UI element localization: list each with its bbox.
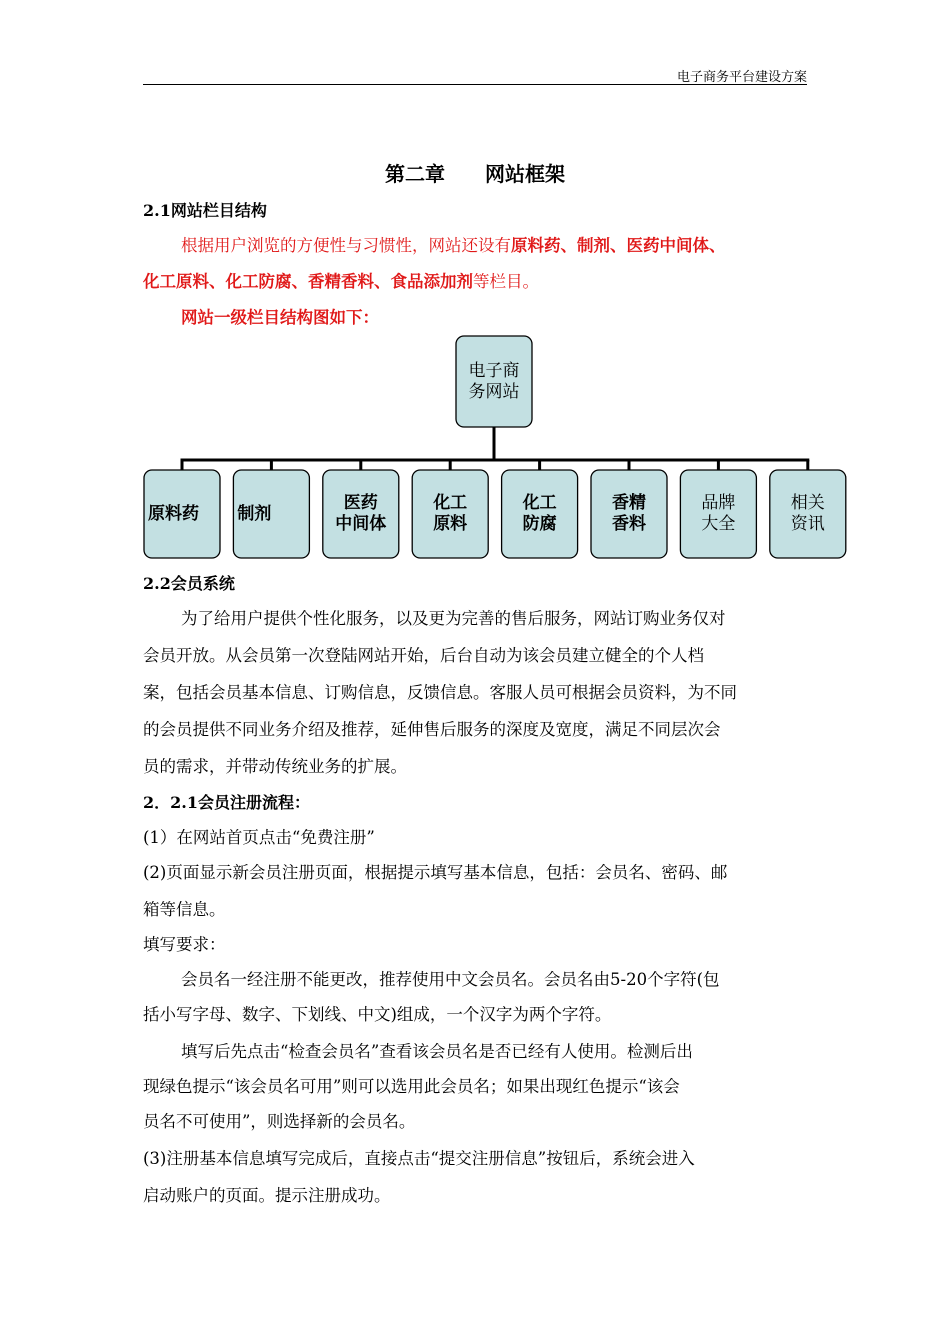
section-2-2-line-1: 为了给用户提供个性化服务，以及更为完善的售后服务，网站订购业务仅对 xyxy=(181,609,726,628)
child-box-label-5-line-1: 化工 xyxy=(522,493,557,513)
child-box-label-8 xyxy=(770,470,846,558)
child-box-label-8-line-2: 资讯 xyxy=(790,514,825,534)
child-box-label-6-text xyxy=(612,493,646,535)
child-box-label-7-text xyxy=(701,493,735,535)
child-box-label-2-text xyxy=(237,504,271,525)
child-box-label-7 xyxy=(680,470,756,558)
section-2-2-line-4: 的会员提供不同业务介绍及推荐，延伸售后服务的深度及宽度，满足不同层次会 xyxy=(143,720,721,739)
child-box-label-5 xyxy=(502,470,578,558)
section-2-2-line-2: 会员开放。从会员第一次登陆网站开始，后台自动为该会员建立健全的个人档 xyxy=(143,646,704,665)
section-2-1-heading: 2.1网站栏目结构 xyxy=(143,201,267,220)
para-text: 根据用户浏览的方便性与习惯性，网站还设有 xyxy=(181,236,511,255)
req-2-line-2: 现绿色提示“该会员名可用”则可以选用此会员名；如果出现红色提示“该会 xyxy=(143,1077,680,1096)
child-box-label-5-line-2: 防腐 xyxy=(522,514,557,534)
root-box-label-text xyxy=(469,361,520,403)
root-box-label-line-1: 电子商 xyxy=(468,360,520,381)
child-box-label-1-line-1: 原料药 xyxy=(148,503,199,524)
child-box-label-4-line-2: 原料 xyxy=(433,514,468,534)
child-box-label-4 xyxy=(412,470,488,558)
req-2-line-1: 填写后先点击“检查会员名”查看该会员名是否已经有人使用。检测后出 xyxy=(181,1042,693,1061)
child-box-label-1-text xyxy=(148,504,199,525)
req-2-line-3: 员名不可使用”，则选择新的会员名。 xyxy=(143,1112,416,1131)
diagram-caption: 网站一级栏目结构图如下： xyxy=(181,308,379,327)
requirements-label: 填写要求： xyxy=(143,935,226,954)
child-box-label-7-line-1: 品牌 xyxy=(701,493,736,513)
para-bold-text: 化工原料、化工防腐、香精香料、食品添加剂 xyxy=(143,272,473,291)
section-2-2-line-3: 案，包括会员基本信息、订购信息，反馈信息。客服人员可根据会员资料，为不同 xyxy=(143,683,737,702)
step-2-line-2: 箱等信息。 xyxy=(143,900,226,919)
step-2-line-1: (2)页面显示新会员注册页面，根据提示填写基本信息，包括：会员名、密码、邮 xyxy=(143,863,728,882)
child-box-label-6-line-2: 香料 xyxy=(612,514,646,534)
child-box-label-6-line-1: 香精 xyxy=(612,493,646,513)
child-box-label-3-line-1: 医药 xyxy=(343,493,378,513)
child-box-label-2 xyxy=(233,470,313,558)
root-box-label-line-2: 务网站 xyxy=(468,381,520,402)
req-1-line-1: 会员名一经注册不能更改，推荐使用中文会员名。会员名由5-20个字符(包 xyxy=(181,970,720,989)
child-box-label-3-line-2: 中间体 xyxy=(335,514,387,534)
child-box-label-8-line-1: 相关 xyxy=(790,493,825,513)
para-bold-text: 原料药、制剂、医药中间体、 xyxy=(511,236,726,255)
child-box-label-3 xyxy=(323,470,399,558)
root-box-label xyxy=(456,336,532,427)
section-2-2-1-heading: 2．2.1会员注册流程： xyxy=(143,793,310,812)
chapter-title: 第二章 网站框架 xyxy=(385,162,565,186)
child-box-label-1 xyxy=(144,470,224,558)
child-box-label-2-line-1: 制剂 xyxy=(237,503,272,524)
req-1-line-2: 括小写字母、数字、下划线、中文)组成，一个汉字为两个字符。 xyxy=(143,1005,612,1024)
step-3-line-1: (3)注册基本信息填写完成后，直接点击“提交注册信息”按钮后，系统会进入 xyxy=(143,1149,695,1168)
child-box-label-8-text xyxy=(791,493,825,535)
section-2-2-heading: 2.2会员系统 xyxy=(143,574,235,593)
child-box-label-6 xyxy=(591,470,667,558)
child-box-label-7-line-2: 大全 xyxy=(701,514,736,534)
page-header-title: 电子商务平台建设方案 xyxy=(676,70,807,85)
section-2-2-line-5: 员的需求，并带动传统业务的扩展。 xyxy=(143,757,407,776)
child-box-label-4-text xyxy=(433,493,467,535)
step-3-line-2: 启动账户的页面。提示注册成功。 xyxy=(143,1186,391,1205)
child-box-label-4-line-1: 化工 xyxy=(433,493,468,513)
child-box-label-5-text xyxy=(523,493,557,535)
step-1: (1）在网站首页点击“免费注册” xyxy=(143,828,375,847)
para-text: 等栏目。 xyxy=(473,272,539,291)
child-box-label-3-text xyxy=(335,493,386,535)
